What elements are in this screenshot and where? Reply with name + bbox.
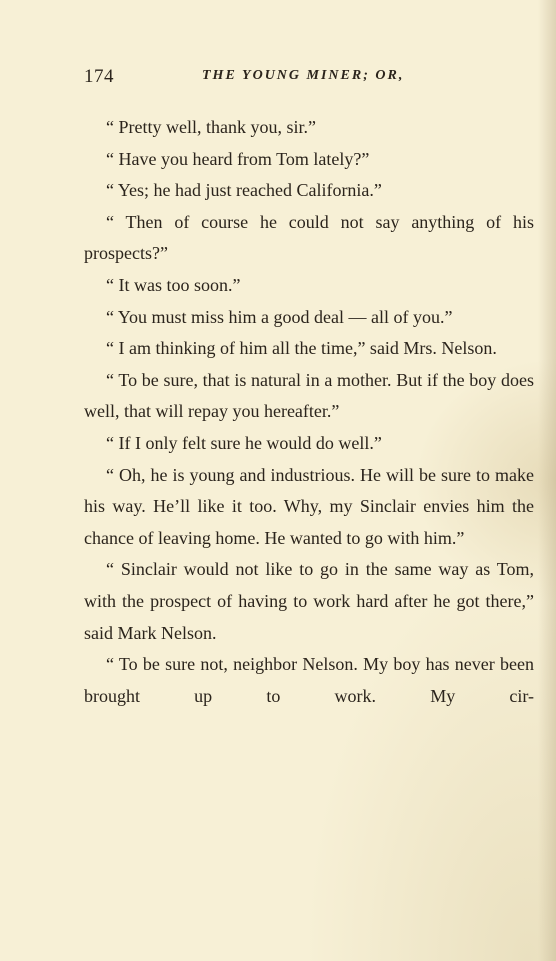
body-text <box>84 112 534 712</box>
paragraph: “ It was too soon.” <box>106 274 241 295</box>
paragraph: “ Have you heard from Tom lately?” <box>106 148 370 169</box>
paragraph: “ If I only felt sure he would do well.” <box>106 432 382 453</box>
paragraph: “ Pretty well, thank you, sir.” <box>106 117 316 137</box>
paragraph: “ Oh, he is young and industrious. He will be sure to make his way. He’ll like it too. Why, my Sinclair envies him the chance of leaving home. He wanted to go with him.” <box>84 464 534 548</box>
page-header <box>84 66 534 92</box>
paragraph: “ I am thinking of him all the time,” said Mrs. Nelson. <box>106 338 497 359</box>
page-edge-shadow <box>538 0 556 961</box>
page-number: 174 <box>84 66 114 87</box>
paragraph: “ Sinclair would not like to go in the same way as Tom, with the prospect of having to work hard after he got there,” said Mark Nelson. <box>84 559 534 643</box>
paragraph: “ Yes; he had just reached California.” <box>106 180 382 201</box>
running-head: THE YOUNG MINER; OR, <box>202 68 405 83</box>
paragraph: “ To be sure not, neighbor Nelson. My boy has never been brought up to work. My cir- <box>84 654 534 706</box>
paragraph: “ To be sure, that is natural in a mother. But if the boy does well, that will repay you hereafter.” <box>84 369 534 422</box>
paragraph: “ Then of course he could not say anything of his prospects?” <box>84 211 534 264</box>
paragraph: “ You must miss him a good deal — all of you.” <box>106 306 453 327</box>
